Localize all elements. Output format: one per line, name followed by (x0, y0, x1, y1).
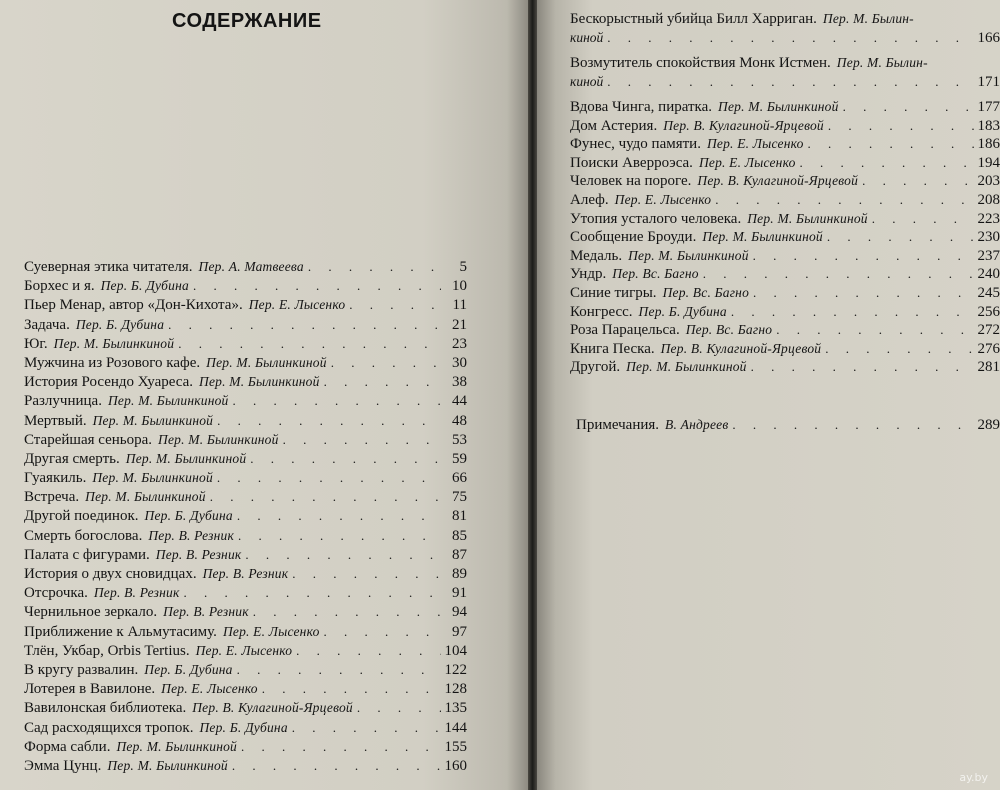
entry-translator: Пер. Вс. Багно (685, 322, 773, 338)
entry-translator: Пер. Б. Дубина (75, 316, 165, 332)
entry-translator: Пер. Е. Лысенко (706, 136, 804, 152)
entry-page-number: 97 (452, 623, 467, 640)
entry-translator: Пер. Вс. Багно (612, 266, 699, 282)
book-gutter (528, 0, 537, 790)
dot-leader (253, 604, 441, 620)
entry-page-number: 10 (452, 278, 467, 295)
dot-leader (862, 173, 973, 189)
toc-entry (24, 374, 467, 393)
toc-list-notes (576, 417, 1000, 436)
entry-translator: Пер. Е. Лысенко (222, 623, 320, 639)
dot-leader (296, 643, 440, 659)
dot-leader (233, 393, 442, 409)
toc-entry (24, 681, 467, 700)
entry-translator-continuation: киной (570, 30, 604, 45)
dot-leader (800, 155, 974, 171)
dot-leader (168, 317, 441, 333)
entry-page-number: 75 (452, 489, 467, 506)
entry-translator: Пер. Е. Лысенко (248, 297, 346, 313)
entry-title: Бескорыстный убийца Билл Харриган. (570, 11, 817, 27)
entry-translator: Пер. Б. Дубина (199, 719, 288, 735)
entry-translator: Пер. М. Былинкиной (626, 359, 747, 375)
entry-title: История о двух сновидцах. (24, 566, 197, 582)
entry-translator: Пер. Е. Лысенко (614, 191, 712, 207)
entry-title: Борхес и я. (24, 278, 95, 295)
toc-entry (570, 322, 1000, 341)
dot-leader (607, 30, 973, 46)
toc-entry (24, 393, 467, 412)
entry-page-number: 194 (977, 154, 1000, 171)
toc-entry (24, 489, 467, 508)
entry-page-number: 44 (452, 393, 467, 410)
entry-page-number: 256 (977, 303, 1000, 320)
entry-translator: Пер. М. Былинкиной (158, 431, 279, 447)
entry-first-line (570, 55, 1000, 74)
entry-translator: Пер. М. Былинкиной (206, 354, 327, 370)
entry-page-number: 203 (977, 173, 1000, 190)
entry-translator: Пер. Б. Дубина (100, 278, 189, 294)
dot-leader (808, 136, 974, 152)
entry-title: Другой. (570, 359, 621, 376)
entry-title: Суеверная этика читателя. (24, 259, 193, 275)
toc-entry (24, 739, 467, 758)
entry-page-number: 81 (452, 508, 467, 525)
entry-page-number: 166 (977, 30, 1000, 46)
toc-entry (24, 317, 467, 336)
toc-entry (24, 547, 467, 566)
entry-translator: Пер. В. Кулагиной-Ярцевой (192, 700, 353, 716)
dot-leader (184, 585, 442, 601)
dot-leader (237, 508, 441, 524)
entry-page-number: 122 (444, 661, 467, 678)
dot-leader (324, 624, 441, 640)
entry-translator: Пер. М. Былинкиной (53, 335, 175, 351)
dot-leader (245, 547, 441, 563)
entry-translator: Пер. Вс. Багно (662, 284, 750, 300)
entry-page-number: 85 (452, 527, 467, 544)
dot-leader (292, 720, 441, 736)
entry-page-number: 5 (459, 259, 467, 275)
dot-leader (292, 566, 441, 582)
dot-leader (217, 413, 441, 429)
entry-page-number: 104 (444, 642, 467, 659)
entry-page-number: 89 (452, 566, 467, 582)
dot-leader (237, 662, 441, 678)
entry-page-number: 144 (444, 719, 467, 736)
dot-leader (217, 470, 441, 486)
dot-leader (703, 266, 974, 282)
toc-entry (24, 413, 467, 432)
toc-entry-notes (576, 417, 1000, 436)
entry-title: История Росендо Хуареса. (24, 374, 194, 391)
entry-translator: Пер. А. Матвеева (198, 259, 304, 274)
toc-list-left (24, 259, 467, 777)
toc-entry (570, 285, 1000, 304)
entry-translator: Пер. М. Былинкиной (107, 393, 229, 409)
dot-leader (331, 355, 441, 371)
toc-entry (24, 624, 467, 643)
entry-title: Поиски Аверроэса. (570, 154, 693, 171)
dot-leader (827, 229, 974, 245)
dot-leader (241, 739, 441, 755)
toc-entry (570, 341, 1000, 360)
toc-entry (570, 211, 1000, 230)
toc-entry (24, 528, 467, 547)
entry-second-line (570, 74, 1000, 96)
entry-title: Алеф. (570, 191, 609, 208)
toc-entry (570, 99, 1000, 118)
entry-title: Лотерея в Вавилоне. (24, 681, 156, 698)
toc-entry (570, 229, 1000, 248)
entry-page-number: 53 (452, 431, 467, 448)
entry-title: Мертвый. (24, 412, 87, 429)
toc-entry (24, 355, 467, 374)
entry-translator: Пер. М. Былинкиной (718, 99, 839, 114)
entry-title: Смерть богослова. (24, 527, 143, 544)
entry-title: Эмма Цунц. (24, 757, 102, 774)
entry-page-number: 66 (452, 470, 467, 487)
entry-translator: Пер. В. Резник (93, 585, 180, 601)
toc-entry (570, 55, 1000, 99)
entry-page-number: 38 (452, 374, 467, 391)
entry-translator: Пер. Б. Дубина (638, 303, 727, 319)
entry-title: Вдова Чинга, пиратка. (570, 99, 713, 115)
entry-page-number: 160 (444, 757, 467, 774)
entry-title: Ундр. (570, 266, 607, 283)
entry-translator: Пер. М. Былин- (822, 11, 914, 26)
entry-translator: Пер. В. Резник (155, 546, 242, 562)
entry-translator: Пер. В. Резник (202, 566, 289, 581)
toc-list-right (570, 99, 1000, 378)
entry-title: Дом Астерия. (570, 117, 658, 134)
dot-leader (753, 285, 973, 301)
entry-translator: Пер. Е. Лысенко (161, 681, 258, 697)
dot-leader (232, 758, 441, 774)
entry-title: В кругу развалин. (24, 661, 139, 678)
toc-entry (24, 758, 467, 777)
entry-page-number: 87 (452, 546, 467, 563)
dot-leader (732, 417, 973, 433)
entry-page-number: 240 (977, 266, 1000, 283)
entry-title: Пьер Менар, автор «Дон-Кихота». (24, 297, 243, 314)
dot-leader (349, 297, 441, 313)
toc-entry (24, 585, 467, 604)
entry-title: Форма сабли. (24, 738, 111, 755)
entry-page-number: 276 (977, 340, 1000, 357)
entry-translator: Пер. М. Былинкиной (92, 412, 214, 428)
entry-page-number: 230 (977, 229, 1000, 246)
entry-page-number: 281 (977, 359, 1000, 376)
entry-title: Роза Парацельса. (570, 322, 680, 339)
entry-page-number: 59 (452, 450, 467, 467)
entry-page-number: 94 (452, 604, 467, 621)
entry-translator-continuation: киной (570, 74, 604, 89)
toc-entry (24, 604, 467, 623)
entry-page-number: 272 (977, 322, 1000, 339)
toc-entry (24, 432, 467, 451)
toc-entry (570, 173, 1000, 192)
toc-entry (570, 136, 1000, 155)
dot-leader (238, 528, 441, 544)
toc-entry (24, 700, 467, 719)
entry-translator: Пер. Е. Лысенко (195, 642, 293, 658)
entry-second-line (570, 30, 1000, 52)
toc-entry (570, 11, 1000, 55)
entry-translator: Пер. М. Былинкиной (116, 738, 237, 754)
dot-leader (607, 74, 973, 90)
entry-page-number: 245 (977, 284, 1000, 301)
entry-translator: Пер. М. Былинкиной (107, 757, 228, 773)
entry-title: Приближение к Альмутасиму. (24, 623, 217, 640)
entry-title: Чернильное зеркало. (24, 604, 158, 621)
entry-title: Юг. (24, 335, 48, 352)
dot-leader (825, 341, 973, 357)
entry-page-number: 183 (977, 117, 1000, 134)
toc-entry (24, 259, 467, 278)
entry-translator: Пер. Б. Дубина (144, 661, 233, 677)
dot-leader (193, 278, 441, 294)
dot-leader (283, 432, 441, 448)
entry-title: Встреча. (24, 489, 80, 506)
toc-entry (24, 566, 467, 585)
entry-translator: Пер. М. Былинкиной (125, 450, 247, 466)
toc-entry (570, 248, 1000, 267)
dot-leader (753, 248, 974, 264)
toc-entry (570, 304, 1000, 323)
entry-translator: Пер. М. Былинкиной (702, 229, 823, 245)
toc-entry (24, 336, 467, 355)
entry-translator: Пер. В. Резник (148, 527, 234, 543)
entry-title: Другой поединок. (24, 508, 139, 525)
entry-title: Сообщение Броуди. (570, 229, 697, 246)
entry-translator: Пер. М. Былинкиной (85, 489, 206, 505)
dot-leader (715, 192, 973, 208)
entry-page-number: 21 (452, 316, 467, 333)
entry-title: Синие тигры. (570, 284, 657, 301)
entry-page-number: 155 (444, 738, 467, 755)
entry-page-number: 11 (452, 297, 467, 314)
dot-leader (210, 489, 441, 505)
entry-translator: Пер. М. Былинкиной (92, 470, 213, 486)
entry-title: Книга Песка. (570, 340, 655, 357)
entry-title: Тлён, Укбар, Orbis Tertius. (24, 642, 190, 659)
toc-entry (24, 297, 467, 316)
dot-leader (178, 336, 441, 352)
entry-page-number: 30 (452, 354, 467, 371)
entry-translator: Пер. В. Резник (163, 604, 249, 620)
entry-translator: Пер. М. Былинкиной (199, 374, 320, 390)
toc-entry (24, 451, 467, 470)
entry-title: Утопия усталого человека. (570, 210, 742, 227)
entry-page-number: 177 (977, 99, 1000, 115)
entry-title: Палата с фигурами. (24, 546, 150, 563)
dot-leader (731, 304, 974, 320)
toc-entry (570, 192, 1000, 211)
dot-leader (843, 99, 974, 115)
toc-list-right-wrapped (570, 11, 1000, 99)
dot-leader (308, 259, 441, 275)
entry-page-number: 48 (452, 412, 467, 429)
dot-leader (262, 681, 441, 697)
toc-entry (570, 266, 1000, 285)
entry-page-number: 237 (977, 247, 1000, 264)
entry-title: Другая смерть. (24, 450, 120, 467)
toc-entry (24, 278, 467, 297)
dot-leader (776, 322, 973, 338)
toc-entry (24, 470, 467, 489)
entry-translator: Пер. В. Кулагиной-Ярцевой (660, 340, 822, 356)
entry-translator: Пер. М. Былинкиной (747, 210, 868, 226)
entry-title: Вавилонская библиотека. (24, 700, 187, 717)
toc-entry (24, 643, 467, 662)
entry-title: Сад расходящихся тропок. (24, 719, 194, 736)
watermark: ay.by (959, 771, 988, 784)
entry-title: Конгресс. (570, 303, 633, 320)
entry-page-number: 171 (977, 74, 1000, 90)
entry-page-number: 128 (444, 681, 467, 698)
entry-title: Мужчина из Розового кафе. (24, 354, 201, 371)
entry-page-number: 289 (977, 417, 1000, 433)
toc-entry (24, 720, 467, 739)
entry-translator: Пер. Б. Дубина (144, 508, 233, 524)
entry-page-number: 223 (977, 210, 1000, 227)
entry-page-number: 135 (444, 700, 467, 717)
dot-leader (324, 374, 441, 390)
toc-entry (24, 662, 467, 681)
toc-entry (570, 118, 1000, 137)
entry-title: Гуаякиль. (24, 470, 87, 487)
entry-title: Разлучница. (24, 393, 102, 410)
entry-title: Возмутитель спокойствия Монк Истмен. (570, 55, 831, 71)
toc-entry (570, 359, 1000, 378)
entry-translator: Пер. М. Былинкиной (628, 247, 749, 263)
dot-leader (357, 700, 441, 716)
entry-title: Отсрочка. (24, 585, 88, 602)
entry-page-number: 208 (977, 191, 1000, 208)
entry-title: Примечания. (576, 417, 660, 433)
entry-title: Человек на пороге. (570, 173, 692, 190)
dot-leader (250, 451, 441, 467)
dot-leader (828, 118, 974, 134)
toc-entry (570, 155, 1000, 174)
dot-leader (872, 211, 974, 227)
page-title: СОДЕРЖАНИЕ (172, 10, 322, 32)
entry-title: Медаль. (570, 247, 623, 264)
entry-translator: Пер. Е. Лысенко (698, 154, 796, 170)
entry-page-number: 186 (977, 136, 1000, 153)
entry-title: Старейшая сеньора. (24, 431, 153, 448)
entry-author: В. Андреев (665, 417, 729, 432)
entry-translator: Пер. М. Былин- (836, 55, 928, 70)
entry-first-line (570, 11, 1000, 30)
entry-page-number: 23 (452, 335, 467, 352)
entry-translator: Пер. В. Кулагиной-Ярцевой (697, 173, 859, 189)
entry-translator: Пер. В. Кулагиной-Ярцевой (663, 117, 824, 133)
entry-page-number: 91 (452, 585, 467, 602)
entry-title: Задача. (24, 316, 70, 333)
entry-title: Фунес, чудо памяти. (570, 136, 701, 153)
dot-leader (751, 359, 974, 375)
toc-entry (24, 508, 467, 527)
